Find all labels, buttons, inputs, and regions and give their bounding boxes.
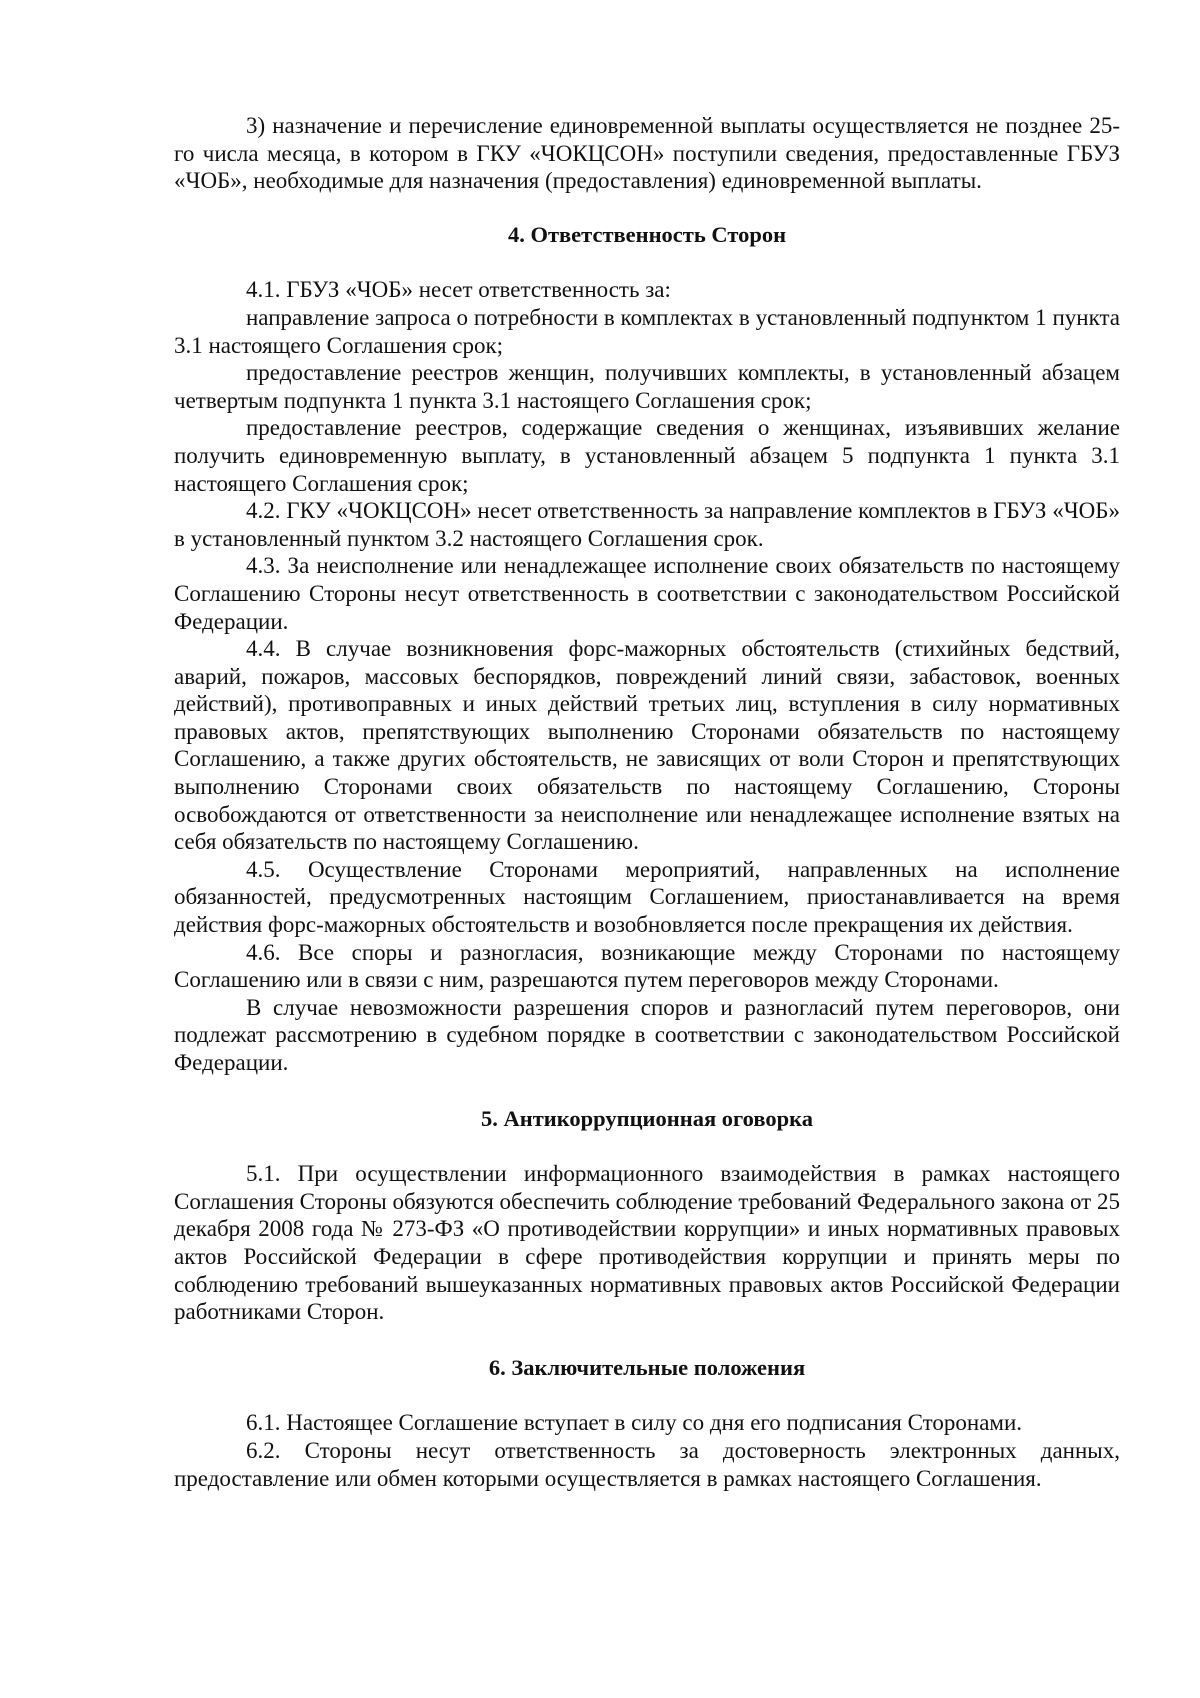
spacer xyxy=(174,248,1120,276)
paragraph-4-5: 4.5. Осуществление Сторонами мероприятий, направленных на исполнение обязанностей, предусмотренных настоящим Соглашением, приостанавливается на время действия форс-мажорных обстоятельств и возобновляется после прекращения их действия. xyxy=(174,856,1120,938)
paragraph-4-3: 4.3. За неисполнение или ненадлежащее исполнение своих обязательств по настоящему Соглашению Стороны несут ответственность в соответствии с законодательством Российской Федерации. xyxy=(174,553,1120,634)
paragraph-4-1-a: направление запроса о потребности в комплектах в установленный подпунктом 1 пункта 3.1 настоящего Соглашения срок; xyxy=(174,304,1120,358)
paragraph-4-2: 4.2. ГКУ «ЧОКЦСОН» несет ответственность за направление комплектов в ГБУЗ «ЧОБ» в установленный пунктом 3.2 настоящего Соглашения срок. xyxy=(174,498,1120,551)
spacer xyxy=(174,1381,1120,1409)
spacer xyxy=(174,195,1120,221)
section-4-heading: 4. Ответственность Сторон xyxy=(507,221,787,247)
section-5-heading: 5. Антикоррупционная оговорка xyxy=(481,1105,813,1131)
paragraph-4-6-b: В случае невозможности разрешения споров и разногласий путем переговоров, они подлежат рассмотрению в судебном порядке в соответствии с законодательством Российской Федерации. xyxy=(174,994,1120,1075)
paragraph-3-3: 3) назначение и перечисление единовременной выплаты осуществляется не позднее 25-го числа месяца, в котором в ГКУ «ЧОКЦСОН» поступили сведения, предоставленные ГБУЗ «ЧОБ», необходимые для назначения (предоставления) единовременной выплаты. xyxy=(174,113,1120,194)
paragraph-4-4: 4.4. В случае возникновения форс-мажорных обстоятельств (стихийных бедствий, аварий, пожаров, массовых беспорядков, повреждений линий связи, забастовок, военных действий), противоправных и иных действий третьих лиц, вступления в силу нормативных правовых актов, препятствующих выполнению Сторонами обязательств по настоящему Соглашению, а также других обстоятельств, не зависящих от воли Сторон и препятствующих выполнению Сторонами своих обязательств по настоящему Соглашению, Стороны освобождаются от ответственности за неисполнение или ненадлежащее исполнение взятых на себя обязательств по настоящему Соглашению. xyxy=(174,636,1120,855)
paragraph-4-1-b: предоставление реестров женщин, получивших комплекты, в установленный абзацем четвертым подпункта 1 пункта 3.1 настоящего Соглашения срок; xyxy=(174,360,1120,413)
paragraph-6-2: 6.2. Стороны несут ответственность за достоверность электронных данных, предоставление или обмен которыми осуществляется в рамках настоящего Соглашения. xyxy=(174,1437,1120,1491)
paragraph-5-1: 5.1. При осуществлении информационного взаимодействия в рамках настоящего Соглашения Стороны обязуются обеспечить соблюдение требований Федерального закона от 25 декабря 2008 года № 273-ФЗ «О противодействии коррупции» и иных нормативных правовых актов Российской Федерации в сфере противодействия коррупции и принять меры по соблюдению требований вышеуказанных нормативных правовых актов Российской Федерации работниками Сторон. xyxy=(174,1161,1120,1325)
paragraph-4-6: 4.6. Все споры и разногласия, возникающие между Сторонами по настоящему Соглашению или в связи с ним, разрешаются путем переговоров между Сторонами. xyxy=(174,939,1120,993)
spacer xyxy=(174,1326,1120,1354)
paragraph-4-1: 4.1. ГБУЗ «ЧОБ» несет ответственность за: xyxy=(246,277,671,303)
spacer xyxy=(174,1077,1120,1105)
document-page xyxy=(174,112,1120,1492)
spacer xyxy=(174,1132,1120,1160)
paragraph-6-1: 6.1. Настоящее Соглашение вступает в силу со дня его подписания Сторонами. xyxy=(246,1410,1023,1436)
section-6-heading: 6. Заключительные положения xyxy=(488,1354,806,1380)
paragraph-4-1-c: предоставление реестров, содержащие сведения о женщинах, изъявивших желание получить единовременную выплату, в установленный абзацем 5 подпункта 1 пункта 3.1 настоящего Соглашения срок; xyxy=(174,415,1120,496)
